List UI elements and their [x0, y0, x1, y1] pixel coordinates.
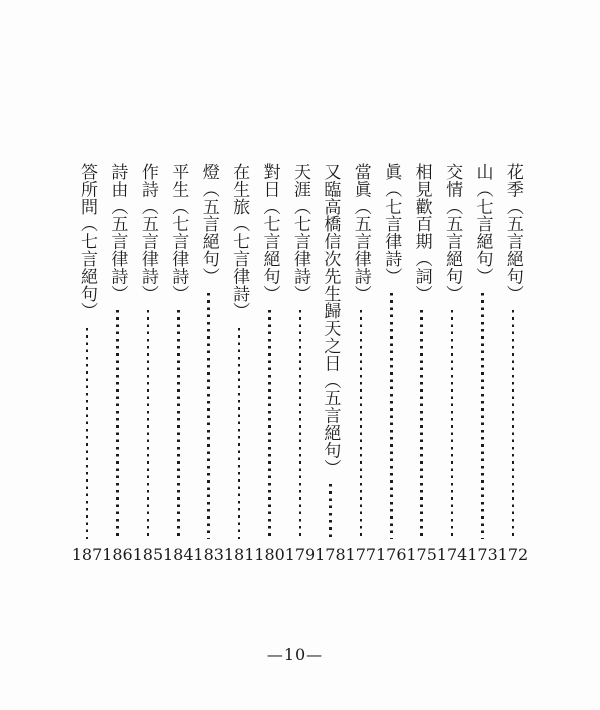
toc-entry: [193, 163, 224, 564]
dotted-leader: [451, 310, 454, 539]
toc-entry: [436, 163, 468, 564]
toc-entry-title: 天涯（七言律詩）: [289, 163, 310, 303]
toc-entry-title: 答所問（七言絕句）: [77, 163, 97, 320]
toc-entry-page-number: 183: [193, 545, 224, 564]
toc-entry: [71, 163, 103, 564]
toc-entry: [102, 163, 133, 564]
toc-entry-page-number: 180: [254, 545, 285, 564]
toc-entry: [315, 163, 346, 564]
toc-entry-title: 相見歡百期（詞）: [411, 163, 432, 303]
toc-entry-page-number: 174: [436, 545, 468, 564]
dotted-leader: [512, 310, 515, 539]
toc-entry-page-number: 184: [163, 545, 194, 564]
toc-entry-page-number: 172: [497, 545, 529, 564]
dotted-leader: [116, 310, 119, 539]
dotted-leader: [481, 293, 484, 539]
toc-entry-page-number: 179: [284, 545, 316, 564]
toc-entry-page-number: 175: [406, 545, 437, 564]
dotted-leader: [360, 310, 363, 539]
toc-entry: [345, 163, 377, 564]
toc-entry-page-number: 173: [467, 545, 498, 564]
toc-entry-page-number: 186: [102, 545, 133, 564]
toc-entry-title: 詩由（五言律詩）: [107, 163, 128, 303]
dotted-leader: [390, 293, 393, 539]
dotted-leader: [299, 310, 302, 539]
footer-page-number: —10—: [266, 645, 324, 664]
dotted-leader: [86, 328, 89, 539]
toc-entry: [254, 163, 285, 564]
toc-entry-title: 眞（七言律詩）: [381, 163, 402, 285]
dotted-leader: [238, 328, 241, 539]
toc-entry-title: 燈（五言絕句）: [198, 163, 219, 285]
toc-entry-page-number: 177: [345, 545, 377, 564]
dotted-leader: [268, 310, 271, 539]
toc-columns: [71, 163, 529, 564]
toc-entry-page-number: 178: [315, 545, 346, 564]
toc-entry-title: 山（七言絕句）: [472, 163, 493, 285]
dotted-leader: [420, 310, 423, 539]
toc-entry-title: 在生旅（七言律詩）: [229, 163, 250, 320]
dotted-leader: [177, 310, 180, 539]
toc-entry: [406, 163, 437, 564]
dotted-leader: [147, 310, 150, 539]
toc-entry-title: 交情（五言絕句）: [442, 163, 463, 303]
toc-entry-page-number: 176: [375, 545, 407, 564]
toc-entry: [163, 163, 194, 564]
toc-entry-page-number: 187: [71, 545, 103, 564]
toc-entry: [132, 163, 164, 564]
dotted-leader: [329, 484, 332, 539]
toc-entry: [467, 163, 498, 564]
toc-entry-page-number: 181: [223, 545, 255, 564]
toc-entry-title: 平生（七言律詩）: [168, 163, 189, 303]
toc-entry: [223, 163, 255, 564]
toc-entry-title: 作詩（五言律詩）: [137, 163, 158, 303]
toc-entry: [497, 163, 529, 564]
toc-entry: [375, 163, 407, 564]
toc-entry-title: 又臨高橋信次先生歸天之日（五言絕句）: [320, 163, 341, 477]
toc-entry-title: 花季（五言絕句）: [502, 163, 523, 303]
toc-entry-title: 當眞（五言律詩）: [350, 163, 371, 303]
toc-entry-title: 對日（七言絕句）: [259, 163, 280, 303]
dotted-leader: [207, 293, 210, 539]
toc-entry: [284, 163, 316, 564]
toc-entry-page-number: 185: [132, 545, 164, 564]
